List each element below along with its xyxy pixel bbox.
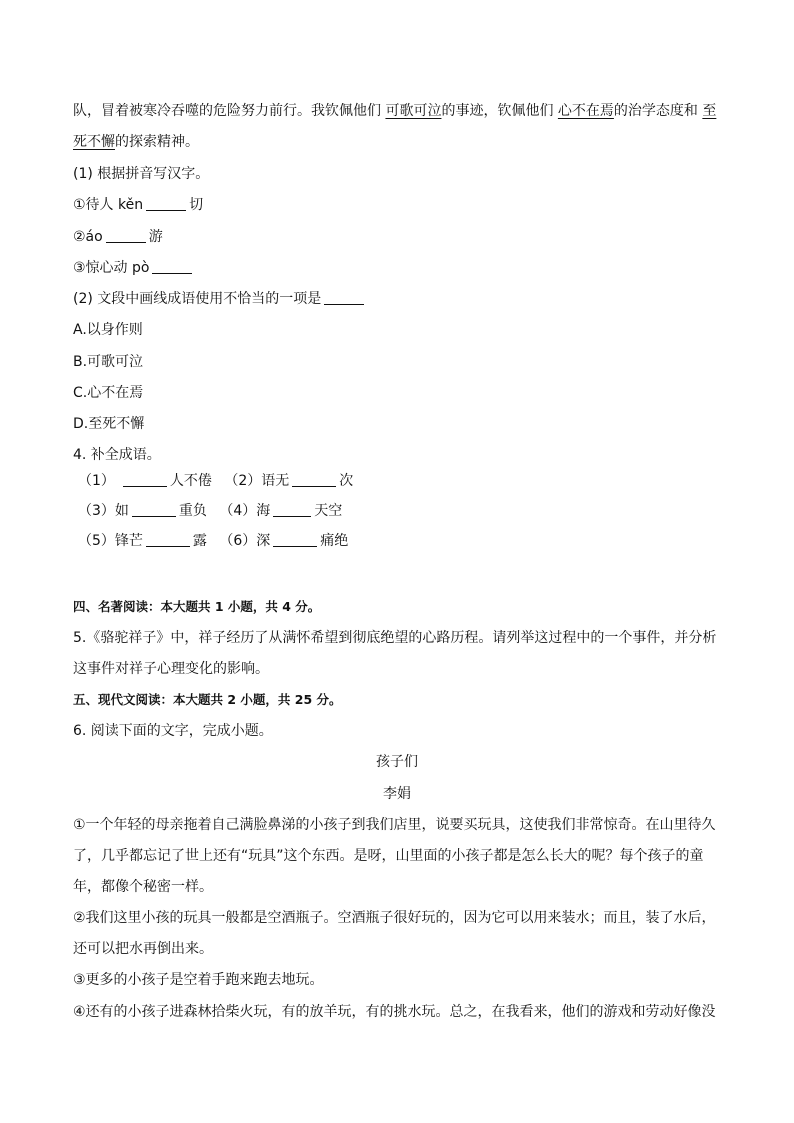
paragraph-3: ③更多的小孩子是空着手跑来跑去地玩。 — [73, 972, 324, 988]
q3-item3: ③惊心动 pò — [73, 258, 723, 278]
answer-blank[interactable] — [146, 531, 190, 547]
article-author: 李娟 — [383, 786, 411, 802]
paragraph-1-line-2: 了，几乎都忘记了世上还有“玩具”这个东西。是呀，山里面的小孩子都是怎么长大的呢？每个孩子的童 — [73, 848, 704, 864]
section-4-heading: 四、名著阅读：本大题共 1 小题，共 4 分。 — [73, 599, 321, 614]
section-5-heading: 五、现代文阅读：本大题共 2 小题，共 25 分。 — [73, 692, 342, 707]
answer-blank[interactable] — [292, 471, 336, 487]
answer-blank[interactable] — [146, 195, 186, 211]
answer-blank[interactable] — [152, 258, 192, 274]
option-c[interactable]: C.心不在焉 — [73, 385, 144, 401]
paragraph-1-line-1: ①一个年轻的母亲拖着自己满脸鼻涕的小孩子到我们店里，说要买玩具，这使我们非常惊奇。在山里待久 — [73, 817, 716, 833]
underlined-idiom-3a: 至 — [702, 103, 717, 119]
underlined-idiom-2: 心不在焉 — [557, 103, 614, 119]
q3-sub2: (2) 文段中画线成语使用不恰当的一项是 — [73, 289, 723, 309]
idiom-row-3: （5）锋芒 露 （6）深 痛绝 — [78, 533, 349, 549]
paragraph-2-line-2: 还可以把水再倒出来。 — [73, 941, 213, 957]
q5-line-2: 这事件对祥子心理变化的影响。 — [73, 661, 269, 677]
q6-instruction: 6. 阅读下面的文字，完成小题。 — [73, 723, 273, 739]
answer-blank[interactable] — [273, 501, 311, 517]
option-a[interactable]: A.以身作则 — [73, 322, 143, 338]
article-title: 孩子们 — [376, 754, 418, 770]
q3-item1: ①待人 kěn 切 — [73, 197, 204, 213]
answer-blank[interactable] — [123, 471, 167, 487]
q3-item2: ②áo 游 — [73, 229, 163, 245]
option-d[interactable]: D.至死不懈 — [73, 416, 145, 432]
q4-title: 4. 补全成语。 — [73, 447, 161, 463]
passage-line-2: 死不懈的探索精神。 — [73, 134, 199, 150]
paragraph-1-line-3: 年，都像个秘密一样。 — [73, 879, 213, 895]
q5-line-1: 5.《骆驼祥子》中，祥子经历了从满怀希望到彻底绝望的心路历程。请列举这过程中的一个事件，并分析 — [73, 630, 717, 646]
paragraph-4-line-1: ④还有的小孩子进森林拾柴火玩，有的放羊玩，有的挑水玩。总之，在我看来，他们的游戏和劳动好像没 — [73, 1004, 716, 1020]
passage-line-1: 队，冒着被寒冷吞噬的危险努力前行。我钦佩他们 可歌可泣的事迹，钦佩他们 心不在焉的治学态度和 至 — [73, 103, 717, 119]
option-b[interactable]: B.可歌可泣 — [73, 354, 144, 370]
answer-blank[interactable] — [106, 227, 146, 243]
idiom-row-1: （1） 人不倦 （2）语无 次 — [78, 473, 354, 489]
answer-blank[interactable] — [324, 289, 364, 305]
idiom-row-2: （3）如 重负 （4）海 天空 — [78, 503, 343, 519]
paragraph-2-line-1: ②我们这里小孩的玩具一般都是空酒瓶子。空酒瓶子很好玩的，因为它可以用来装水；而且，装了水后， — [73, 910, 716, 926]
underlined-idiom-1: 可歌可泣 — [385, 103, 442, 119]
q3-sub1: (1) 根据拼音写汉字。 — [73, 166, 210, 182]
answer-blank[interactable] — [132, 501, 176, 517]
underlined-idiom-3b: 死不懈 — [73, 134, 115, 150]
answer-blank[interactable] — [273, 531, 317, 547]
